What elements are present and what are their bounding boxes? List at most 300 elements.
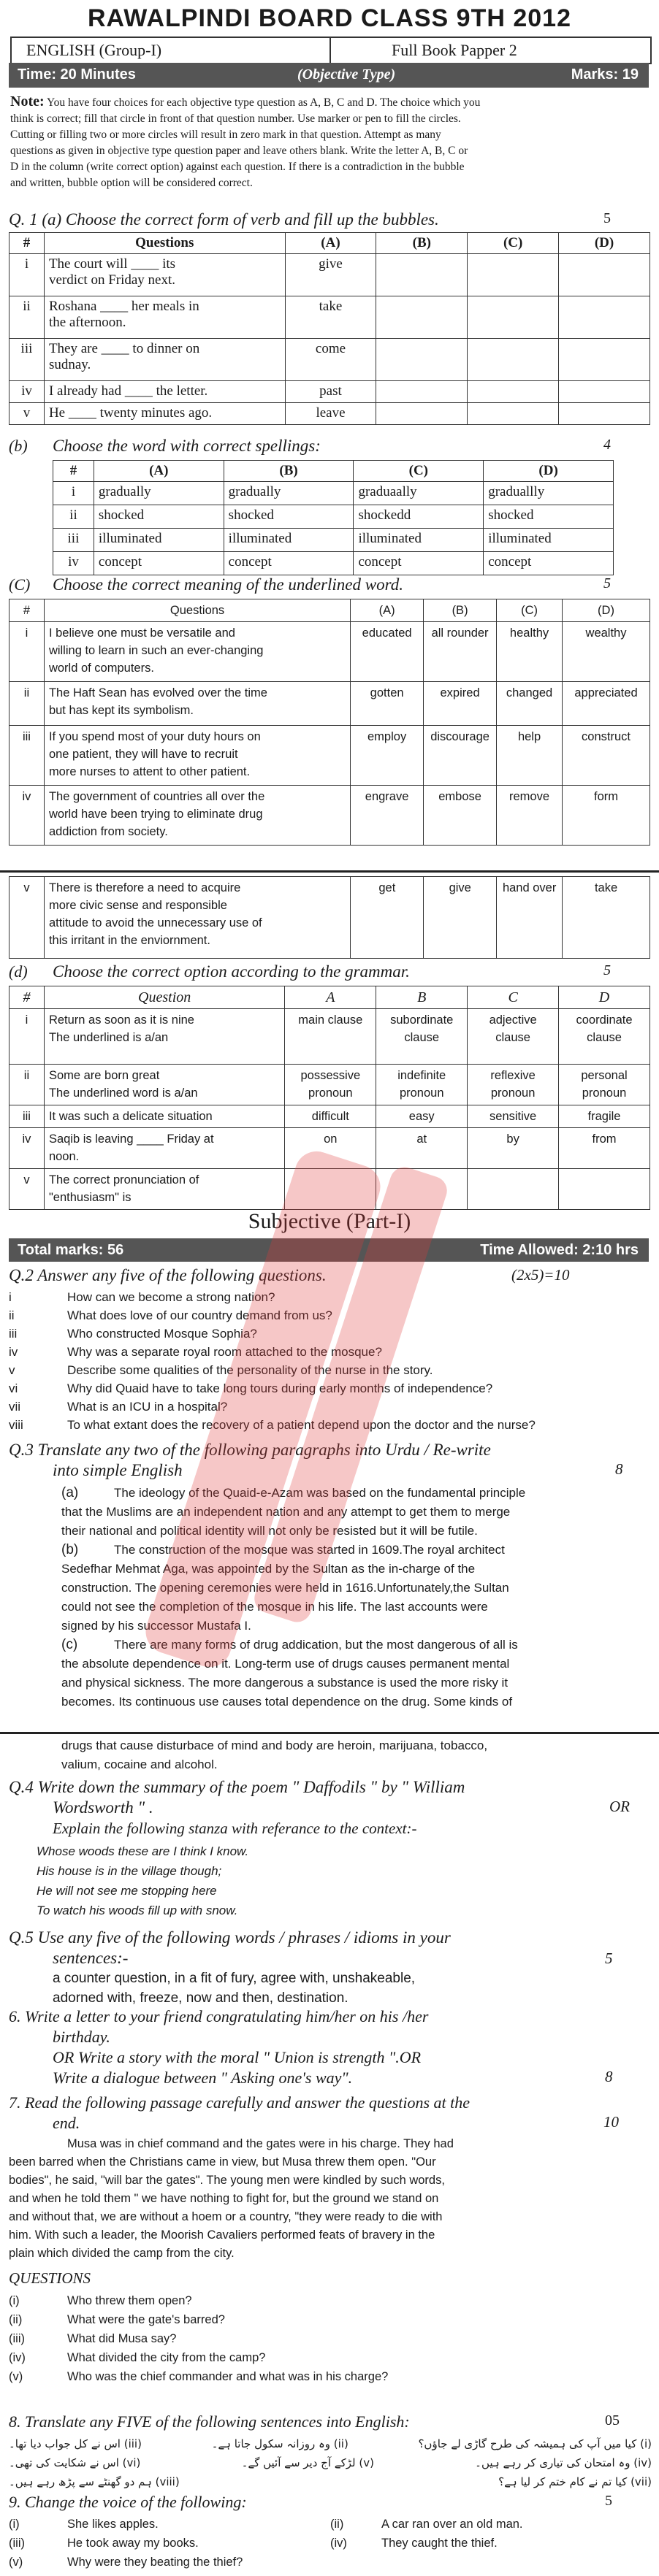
- list-item: [9, 2515, 330, 2534]
- option-c: by: [468, 1128, 559, 1169]
- marks-label: Marks: 19: [571, 66, 639, 83]
- option-d: personal pronoun: [559, 1065, 650, 1105]
- row-number: ii: [9, 1065, 45, 1105]
- item-number: (iv): [330, 2537, 347, 2550]
- q6-line: OR Write a story with the moral " Union is strength ".OR: [53, 2048, 422, 2066]
- option-b: [376, 381, 468, 403]
- option-a: get: [351, 877, 424, 959]
- table-row: [9, 622, 650, 682]
- para-text: The ideology of the Quaid-e-Azam was based on the fundamental principle: [114, 1486, 526, 1500]
- q8-heading: 8. Translate any FIVE of the following sentences into English:: [9, 2412, 410, 2431]
- urdu-row: [9, 2453, 652, 2472]
- option-a: gotten: [351, 682, 424, 726]
- q1c-marks: 5: [603, 575, 611, 591]
- list-item: [9, 1325, 652, 1343]
- option-a: on: [285, 1128, 376, 1169]
- row-number: iii: [9, 339, 45, 381]
- question-text: noon.: [48, 1150, 80, 1163]
- q2-list: [9, 1288, 652, 1434]
- question-text: verdict on Friday next.: [48, 272, 176, 288]
- q1c-label: (C): [9, 575, 31, 594]
- q3c-continued: [0, 1736, 659, 1777]
- col-header: #: [9, 599, 45, 622]
- question-text: I already had ____ the letter.: [48, 383, 208, 399]
- table-row: [53, 552, 614, 575]
- urdu-sentence: (vii) کیا تم نے کام ختم کر لیا ہے؟: [498, 2475, 652, 2488]
- paragraph-c: [61, 1636, 650, 1711]
- q7-heading: [9, 2093, 652, 2134]
- col-header: (C): [468, 233, 559, 254]
- option-b: concept: [224, 552, 354, 575]
- item-number: v: [9, 1363, 15, 1377]
- option-c: [468, 1169, 559, 1210]
- note-line: Cutting or filling two or more circles will result in zero mark in that question. Attempt as many: [10, 129, 441, 141]
- q9-heading: 9. Change the voice of the following:: [9, 2493, 247, 2511]
- heading-line: Wordsworth " .: [53, 1798, 153, 1817]
- col-header: #: [53, 461, 94, 482]
- questions-label: QUESTIONS: [9, 2269, 91, 2287]
- option-c: reflexive pronoun: [468, 1065, 559, 1105]
- row-number: ii: [9, 682, 45, 726]
- q9-items: [9, 2515, 652, 2572]
- heading-line: end.: [53, 2114, 80, 2132]
- item-text: How can we become a strong nation?: [67, 1290, 275, 1304]
- para-line: and physical sickness. The more dangerous a substance is used the more risky it: [61, 1676, 508, 1690]
- option-d: fragile: [559, 1105, 650, 1128]
- option-c: hand over: [497, 877, 563, 959]
- option-a: engrave: [351, 786, 424, 846]
- table-row: [9, 339, 650, 381]
- item-number: (v): [9, 2370, 23, 2383]
- passage-line: and when he told them " we have nothing to fight for, but the ground we stand on: [9, 2192, 439, 2205]
- q5-heading: [9, 1928, 652, 1969]
- list-row: [9, 2534, 652, 2553]
- option-d: illuminated: [484, 529, 614, 552]
- question-cell: [44, 339, 285, 381]
- question-cell: [44, 1009, 284, 1065]
- question-text: It was such a delicate situation: [48, 1110, 213, 1123]
- option-c: remove: [497, 786, 563, 846]
- note-line: questions as given in objective type question paper and leave others blank. Write the letter A, B, C or: [10, 145, 468, 157]
- question-text: more nurses to attent to other patient.: [48, 765, 251, 778]
- option-d: construct: [563, 726, 650, 786]
- paper-header: [0, 0, 659, 102]
- option-a: employ: [351, 726, 424, 786]
- note-line: and written, bubble option will be considered correct.: [10, 177, 253, 189]
- col-header: C: [468, 986, 559, 1009]
- passage-line: been barred when the Christians came in view, but Musa threw them open. "Our: [9, 2155, 436, 2169]
- option-c: illuminated: [354, 529, 484, 552]
- passage-line: plain which divided the camp from the city.: [9, 2247, 235, 2260]
- para-line: signed by his successor Mustafa I.: [61, 1619, 251, 1633]
- row-number: iii: [53, 529, 94, 552]
- col-header: Questions: [44, 599, 350, 622]
- passage-line: bodies", he said, "will bar the gates". The young men were kindled by such words,: [9, 2174, 445, 2187]
- words-line: adorned with, freeze, now and then, destination.: [53, 1990, 348, 2006]
- row-number: i: [9, 1009, 45, 1065]
- row-number: i: [9, 254, 45, 296]
- list-item: [9, 1306, 652, 1325]
- question-cell: [44, 786, 350, 846]
- q5-section: [0, 1928, 659, 2009]
- urdu-sentence: (viii) ہم دو گھنٹے سے پڑھ رہے ہیں۔: [9, 2475, 180, 2488]
- para-line: construction. The opening ceremonies were held in 1616.Unfortunately,the Sultan: [61, 1581, 509, 1595]
- item-text: What does love of our country demand from us?: [67, 1308, 332, 1322]
- q1c-table-continued: [9, 876, 650, 959]
- option-d: [559, 381, 650, 403]
- urdu-sentence: (iv) وہ امتحان کی تیاری کر رہے ہیں۔: [475, 2456, 652, 2469]
- row-number: ii: [9, 296, 45, 339]
- item-number: vi: [9, 1381, 18, 1395]
- page-break-line: [0, 870, 659, 873]
- row-number: iv: [9, 381, 45, 403]
- option-c: [468, 339, 559, 381]
- table-row: [53, 505, 614, 529]
- list-item: [330, 2515, 652, 2534]
- q6-line: birthday.: [53, 2028, 110, 2046]
- question-text: The Haft Sean has evolved over the time: [48, 686, 267, 699]
- row-number: i: [9, 622, 45, 682]
- question-text: the afternoon.: [48, 315, 126, 330]
- item-text: Why did Quaid have to take long tours during early months of independence?: [67, 1381, 493, 1395]
- q1a-table: [9, 232, 650, 425]
- option-d: coordinate clause: [559, 1009, 650, 1065]
- para-line: the absolute dependence on it. Long-term use of drugs causes permanent mental: [61, 1657, 510, 1671]
- option-d: [559, 339, 650, 381]
- table-row: [9, 296, 650, 339]
- list-item: [9, 2367, 652, 2386]
- question-text: They are ____ to dinner on: [48, 341, 200, 356]
- q2-section: [0, 1266, 659, 1438]
- item-text: To what extant does the recovery of a patient depend upon the doctor and the nurse?: [67, 1418, 536, 1432]
- list-item: [9, 2291, 652, 2310]
- option-c: shockedd: [354, 505, 484, 529]
- time-label: Time: 20 Minutes: [18, 66, 136, 83]
- option-c: [468, 381, 559, 403]
- row-number: iii: [9, 726, 45, 786]
- note-label: Note:: [10, 93, 45, 110]
- option-a: [285, 1169, 376, 1210]
- q4-or: OR: [609, 1798, 630, 1815]
- item-number: (i): [9, 2294, 20, 2307]
- option-d: [559, 296, 650, 339]
- table-row: [53, 529, 614, 552]
- stanza-line: To watch his woods fill up with snow.: [37, 1904, 238, 1917]
- item-number: (v): [9, 2556, 23, 2569]
- question-cell: [44, 1105, 284, 1128]
- list-item: [9, 2553, 652, 2572]
- col-header: (D): [559, 233, 650, 254]
- item-text: Who was the chief commander and what was in his charge?: [67, 2370, 389, 2383]
- question-cell: [44, 726, 350, 786]
- question-cell: [44, 682, 350, 726]
- item-number: (iii): [9, 2332, 25, 2345]
- item-number: viii: [9, 1418, 23, 1432]
- q1b-heading: Choose the word with correct spellings:: [53, 437, 321, 455]
- col-header: (A): [94, 461, 224, 482]
- question-text: world have been trying to eliminate drug: [48, 808, 263, 821]
- option-c: [468, 296, 559, 339]
- list-item: [9, 2329, 652, 2348]
- q6-section: [0, 2006, 659, 2096]
- time-allowed-label: Time Allowed: 2:10 hrs: [480, 1242, 639, 1258]
- option-a: take: [285, 296, 376, 339]
- question-text: Saqib is leaving ____ Friday at: [48, 1132, 214, 1146]
- para-line: [61, 1541, 650, 1560]
- row-number: iii: [9, 1105, 45, 1128]
- option-d: concept: [484, 552, 614, 575]
- para-text: The construction of the mosque was started in 1609.The royal architect: [114, 1543, 505, 1557]
- col-header: (C): [354, 461, 484, 482]
- urdu-row: [9, 2472, 652, 2491]
- option-a: concept: [94, 552, 224, 575]
- option-a: difficult: [285, 1105, 376, 1128]
- q9-marks: 5: [605, 2493, 612, 2509]
- col-header: Questions: [44, 233, 285, 254]
- option-b: gradually: [224, 482, 354, 505]
- option-b: illuminated: [224, 529, 354, 552]
- urdu-row: [9, 2434, 652, 2453]
- item-number: i: [9, 1290, 12, 1304]
- stanza-line: He will not see me stopping here: [37, 1884, 217, 1898]
- option-b: subordinate clause: [376, 1009, 468, 1065]
- para-line: valium, cocaine and alcohol.: [61, 1757, 218, 1771]
- list-item: [9, 2348, 652, 2367]
- option-d: from: [559, 1128, 650, 1169]
- option-d: [559, 1169, 650, 1210]
- col-header: Question: [44, 986, 284, 1009]
- q1a-section: [0, 209, 659, 440]
- question-cell: [44, 296, 285, 339]
- q1d-table: [9, 986, 650, 1210]
- option-a: come: [285, 339, 376, 381]
- question-text: The underlined is a/an: [48, 1031, 169, 1044]
- list-item: [9, 1398, 652, 1416]
- table-row: [9, 786, 650, 846]
- item-number: iii: [9, 1327, 18, 1341]
- option-b: [376, 1169, 468, 1210]
- list-item: [9, 1416, 652, 1434]
- q9-section: [0, 2493, 659, 2576]
- col-header: D: [559, 986, 650, 1009]
- para-line: [61, 1636, 650, 1655]
- heading-line: Q.5 Use any five of the following words / phrases / idioms in your: [9, 1928, 451, 1947]
- item-number: iv: [9, 1345, 18, 1359]
- stanza: [37, 1841, 621, 1920]
- heading-line: Q.4 Write down the summary of the poem " Daffodils " by " William: [9, 1778, 465, 1796]
- para-label: (a): [61, 1485, 79, 1500]
- list-item: [9, 1379, 652, 1398]
- col-header: (B): [224, 461, 354, 482]
- words-line: a counter question, in a fit of fury, agree with, unshakeable,: [53, 1971, 416, 1986]
- q1a-heading: Q. 1 (a) Choose the correct form of verb and fill up the bubbles.: [9, 210, 439, 229]
- total-marks-label: Total marks: 56: [18, 1242, 124, 1258]
- table-row: [9, 1128, 650, 1169]
- col-header: (D): [484, 461, 614, 482]
- q6-line: Write a dialogue between " Asking one's way".: [53, 2069, 353, 2087]
- note-line: You have four choices for each objective type question as A, B, C and D. The choice which you: [46, 96, 481, 109]
- question-text: sudnay.: [48, 357, 91, 372]
- q1c-continued: [0, 875, 659, 965]
- option-c: [468, 254, 559, 296]
- row-number: ii: [53, 505, 94, 529]
- option-a: leave: [285, 403, 376, 425]
- row-number: iv: [9, 786, 45, 846]
- option-a: illuminated: [94, 529, 224, 552]
- urdu-sentence: (ii) وہ روزانہ سکول جاتا ہے۔: [211, 2437, 348, 2450]
- para-text: There are many forms of drug addication, but the most dangerous of all is: [114, 1638, 518, 1652]
- option-d: form: [563, 786, 650, 846]
- option-a: give: [285, 254, 376, 296]
- q1b-section: [0, 434, 659, 584]
- question-cell: [44, 622, 350, 682]
- note-line: think is correct; fill that circle in front of that question number. Use marker or pen to fill the circles.: [10, 112, 461, 125]
- item-number: ii: [9, 1308, 15, 1322]
- option-b: easy: [376, 1105, 468, 1128]
- option-b: all rounder: [424, 622, 497, 682]
- question-text: He ____ twenty minutes ago.: [48, 405, 213, 421]
- q1d-heading: Choose the correct option according to the grammar.: [53, 962, 410, 981]
- question-cell: [44, 254, 285, 296]
- col-header: (B): [424, 599, 497, 622]
- subjective-title: Subjective (Part-I): [248, 1209, 411, 1233]
- q1c-table: [9, 599, 650, 846]
- row-number: v: [9, 877, 45, 959]
- q7-marks: 10: [603, 2113, 619, 2131]
- row-number: iv: [9, 1128, 45, 1169]
- question-text: one patient, they will have to recruit: [48, 748, 238, 761]
- question-text: The government of countries all over the: [48, 790, 265, 803]
- option-d: [559, 403, 650, 425]
- col-header: B: [376, 986, 468, 1009]
- q4-subheading: Explain the following stanza with referance to the context:-: [53, 1820, 417, 1837]
- option-b: shocked: [224, 505, 354, 529]
- question-cell: [44, 381, 285, 403]
- item-text: She likes apples.: [67, 2518, 159, 2531]
- para-line: Sedefhar Mehmat Aga, was appointed by the Sultan as the in-charge of the: [61, 1562, 476, 1576]
- col-header: #: [9, 986, 45, 1009]
- question-text: addiction from society.: [48, 825, 168, 838]
- item-number: (iv): [9, 2351, 26, 2364]
- item-number: (ii): [330, 2518, 344, 2531]
- para-label: (b): [61, 1542, 79, 1557]
- option-c: sensitive: [468, 1105, 559, 1128]
- option-b: expired: [424, 682, 497, 726]
- note-line: D in the column (write correct option) against each question. If there is a contradiction in the bubble: [10, 161, 465, 173]
- list-item: [9, 1361, 652, 1379]
- heading-line: sentences:-: [53, 1949, 129, 1967]
- table-row: [9, 1009, 650, 1065]
- item-text: Who threw them open?: [67, 2294, 192, 2307]
- para-line: [61, 1484, 650, 1503]
- col-header: (C): [497, 599, 563, 622]
- row-number: i: [53, 482, 94, 505]
- objective-bar: [9, 63, 649, 88]
- option-a: possessive pronoun: [285, 1065, 376, 1105]
- para-line: that the Muslims are an independent nation and any attempt to get them to merge: [61, 1505, 511, 1519]
- type-label: (Objective Type): [297, 66, 396, 83]
- question-text: The correct pronunciation of: [48, 1173, 199, 1187]
- table-row: [9, 682, 650, 726]
- heading-line: 7. Read the following passage carefully and answer the questions at the: [9, 2093, 471, 2112]
- item-number: (ii): [9, 2313, 23, 2326]
- q4-heading: [9, 1777, 652, 1818]
- item-text: What were the gate's barred?: [67, 2313, 225, 2326]
- table-header-row: [53, 461, 614, 482]
- q1d-section: [0, 961, 659, 1212]
- option-d: take: [563, 877, 650, 959]
- col-header: (B): [376, 233, 468, 254]
- item-number: vii: [9, 1400, 21, 1414]
- list-item: [9, 2534, 330, 2553]
- option-d: wealthy: [563, 622, 650, 682]
- question-cell: [44, 403, 285, 425]
- passage-line: and without that, we are without a hoem or a country, "they were ready to die with: [9, 2210, 443, 2223]
- board-title: RAWALPINDI BOARD CLASS 9TH 2012: [88, 4, 571, 32]
- option-d: [559, 254, 650, 296]
- page-break-line: [0, 1732, 659, 1734]
- subject-label: ENGLISH (Group-I): [26, 41, 162, 59]
- option-c: help: [497, 726, 563, 786]
- q5-marks: 5: [605, 1950, 613, 1967]
- urdu-sentences: [9, 2434, 652, 2491]
- option-a: educated: [351, 622, 424, 682]
- para-line: becomes. Its continuous use causes total dependence on the drug. Some kinds of: [61, 1695, 513, 1709]
- option-a: main clause: [285, 1009, 376, 1065]
- row-number: v: [9, 1169, 45, 1210]
- item-text: What is an ICU in a hospital?: [67, 1400, 228, 1414]
- option-b: [376, 339, 468, 381]
- list-item: [9, 2310, 652, 2329]
- q8-marks: 05: [605, 2412, 620, 2429]
- table-header-row: [9, 986, 650, 1009]
- q7-passage: [9, 2135, 652, 2263]
- question-text: There is therefore a need to acquire: [48, 881, 241, 894]
- item-text: Why were they beating the thief?: [67, 2556, 243, 2569]
- question-text: Some are born great: [48, 1069, 160, 1082]
- table-row: [9, 877, 650, 959]
- option-b: indefinite pronoun: [376, 1065, 468, 1105]
- paper-label: Full Book Papper 2: [392, 41, 517, 59]
- q2-marks: (2x5)=10: [511, 1266, 570, 1284]
- subjective-bar: [9, 1238, 649, 1262]
- option-b: embose: [424, 786, 497, 846]
- subjective-header: [0, 1209, 659, 1268]
- q8-section: [0, 2412, 659, 2496]
- question-cell: [44, 877, 350, 959]
- option-b: at: [376, 1128, 468, 1169]
- option-c: adjective clause: [468, 1009, 559, 1065]
- table-row: [9, 254, 650, 296]
- option-c: concept: [354, 552, 484, 575]
- item-text: Describe some qualities of the personality of the nurse in the story.: [67, 1363, 433, 1377]
- item-text: What did Musa say?: [67, 2332, 177, 2345]
- q7-section: [0, 2093, 659, 2421]
- stanza-line: His house is in the village though;: [37, 1864, 222, 1878]
- paragraph-a: [61, 1484, 650, 1541]
- stanza-line: Whose woods these are I think I know.: [37, 1844, 249, 1858]
- q1b-label: (b): [9, 437, 28, 455]
- subject-divider: [330, 38, 331, 63]
- q1c-heading: Choose the correct meaning of the underlined word.: [53, 575, 403, 594]
- col-header: #: [9, 233, 45, 254]
- question-text: world of computers.: [48, 662, 154, 675]
- col-header: A: [285, 986, 376, 1009]
- question-text: The underlined word is a/an: [48, 1086, 198, 1100]
- urdu-sentence: (v) لڑکے آج دیر سے آئیں گے۔: [241, 2456, 374, 2469]
- table-row: [9, 1065, 650, 1105]
- q4-section: [0, 1777, 659, 1931]
